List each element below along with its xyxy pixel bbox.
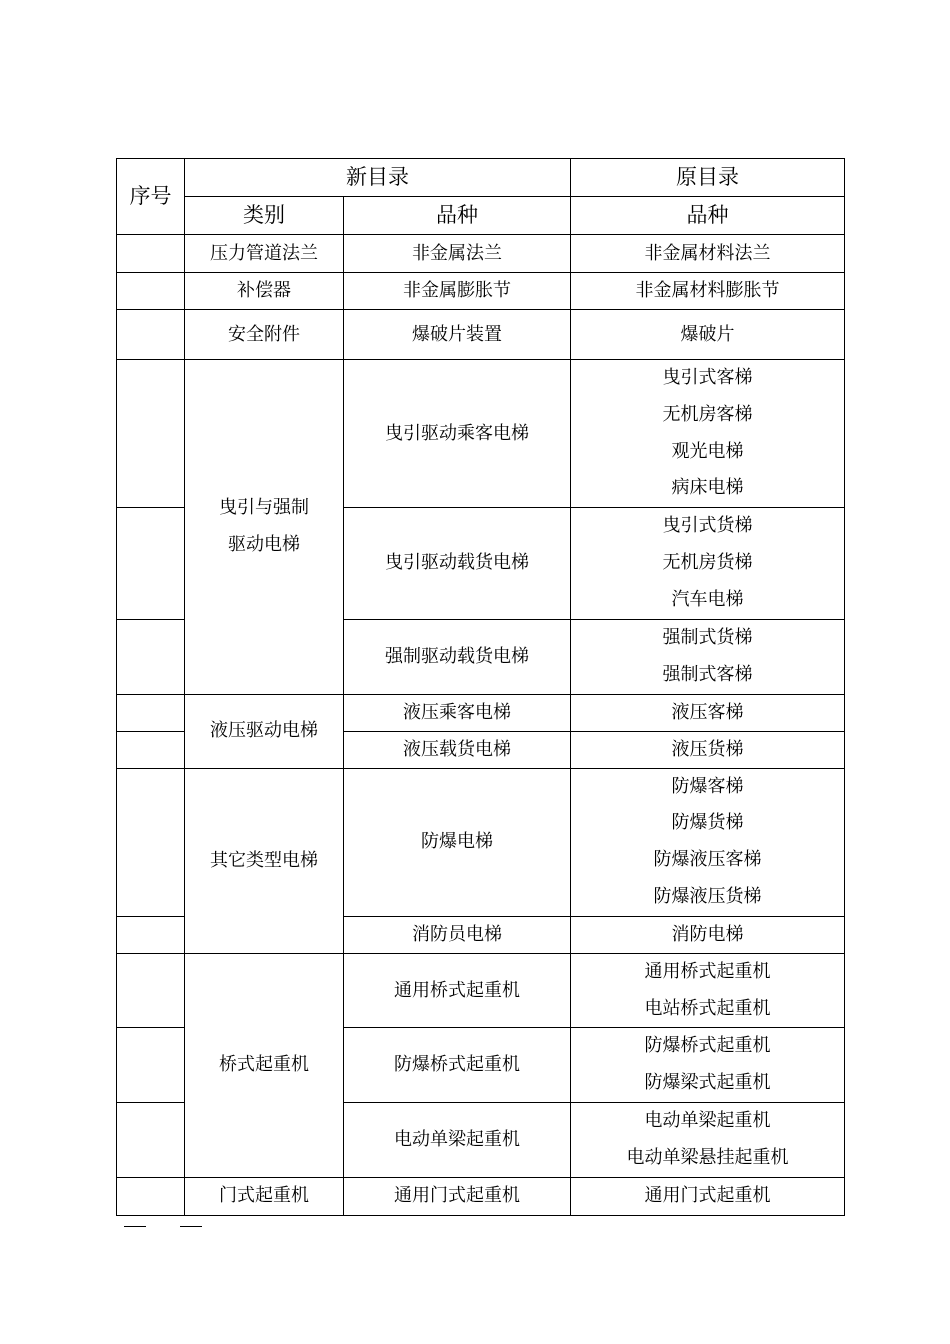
table-row (117, 768, 845, 916)
seq-cell (117, 768, 185, 916)
new-variety-cell: 电动单梁起重机 (344, 1102, 571, 1177)
old-variety-cell (571, 1028, 845, 1103)
header-old-catalog: 原目录 (571, 159, 845, 197)
header-variety-old: 品种 (571, 197, 845, 235)
category-cell: 补偿器 (185, 273, 344, 310)
old-variety-item: 强制式客梯 (662, 663, 753, 685)
old-variety-cell: 液压客梯 (571, 694, 845, 731)
old-variety-item: 电站桥式起重机 (644, 997, 771, 1019)
category-cell: 液压驱动电梯 (185, 694, 344, 768)
seq-cell (117, 508, 185, 619)
new-variety-cell: 强制驱动载货电梯 (344, 619, 571, 694)
category-cell: 门式起重机 (185, 1177, 344, 1215)
new-variety-cell: 曳引驱动载货电梯 (344, 508, 571, 619)
old-variety-item: 防爆液压货梯 (653, 885, 762, 907)
table-row (117, 694, 845, 731)
new-variety-cell: 防爆电梯 (344, 768, 571, 916)
seq-cell (117, 694, 185, 731)
category-cell: 压力管道法兰 (185, 235, 344, 273)
old-variety-item: 防爆桥式起重机 (644, 1035, 771, 1057)
seq-cell (117, 1028, 185, 1103)
old-variety-cell (571, 619, 845, 694)
table-row (117, 235, 845, 273)
new-variety-cell: 液压载货电梯 (344, 731, 571, 768)
old-variety-item: 汽车电梯 (671, 588, 744, 610)
table-row (117, 953, 845, 1028)
category-line: 驱动电梯 (228, 533, 300, 555)
old-variety-item: 通用桥式起重机 (644, 960, 771, 982)
old-variety-cell: 非金属材料法兰 (571, 235, 845, 273)
old-variety-item: 防爆货梯 (671, 812, 744, 834)
old-variety-item: 无机房客梯 (662, 403, 753, 425)
old-variety-cell (571, 953, 845, 1028)
header-row-1 (117, 159, 845, 197)
old-variety-item: 观光电梯 (671, 440, 744, 462)
old-variety-cell (571, 768, 845, 916)
old-variety-item: 电动单梁悬挂起重机 (626, 1146, 789, 1168)
old-variety-item: 无机房货梯 (662, 551, 753, 573)
old-variety-item: 病床电梯 (671, 477, 744, 499)
category-cell: 安全附件 (185, 310, 344, 360)
seq-cell (117, 1102, 185, 1177)
seq-cell (117, 360, 185, 508)
new-variety-cell: 消防员电梯 (344, 916, 571, 953)
old-variety-cell: 非金属材料膨胀节 (571, 273, 845, 310)
new-variety-cell: 曳引驱动乘客电梯 (344, 360, 571, 508)
seq-cell (117, 619, 185, 694)
new-variety-cell: 非金属法兰 (344, 235, 571, 273)
new-variety-cell: 爆破片装置 (344, 310, 571, 360)
new-variety-cell: 通用门式起重机 (344, 1177, 571, 1215)
seq-cell (117, 235, 185, 273)
category-cell (185, 360, 344, 695)
seq-cell (117, 1177, 185, 1215)
table-row (117, 1177, 845, 1215)
seq-cell (117, 916, 185, 953)
category-cell: 其它类型电梯 (185, 768, 344, 953)
old-variety-item: 曳引式货梯 (662, 515, 753, 537)
table-row (117, 360, 845, 508)
page-number-dash-right (180, 1226, 202, 1227)
seq-cell (117, 273, 185, 310)
category-line: 曳引与强制 (219, 496, 309, 518)
header-row-2 (117, 197, 845, 235)
catalog-comparison-table (116, 158, 845, 1216)
table-row (117, 310, 845, 360)
header-new-catalog: 新目录 (185, 159, 571, 197)
seq-cell (117, 953, 185, 1028)
old-variety-cell: 爆破片 (571, 310, 845, 360)
header-category: 类别 (185, 197, 344, 235)
old-variety-cell (571, 360, 845, 508)
new-variety-cell: 液压乘客电梯 (344, 694, 571, 731)
old-variety-cell (571, 1102, 845, 1177)
header-variety-new: 品种 (344, 197, 571, 235)
old-variety-item: 防爆梁式起重机 (644, 1072, 771, 1094)
old-variety-item: 防爆液压客梯 (653, 849, 762, 871)
table-row (117, 273, 845, 310)
old-variety-item: 电动单梁起重机 (644, 1109, 771, 1131)
old-variety-item: 强制式货梯 (662, 626, 753, 648)
page-number-dash-left (124, 1226, 146, 1227)
old-variety-cell: 通用门式起重机 (571, 1177, 845, 1215)
old-variety-cell: 液压货梯 (571, 731, 845, 768)
new-variety-cell: 防爆桥式起重机 (344, 1028, 571, 1103)
old-variety-cell (571, 508, 845, 619)
new-variety-cell: 通用桥式起重机 (344, 953, 571, 1028)
seq-cell (117, 731, 185, 768)
old-variety-cell: 消防电梯 (571, 916, 845, 953)
category-cell: 桥式起重机 (185, 953, 344, 1177)
old-variety-item: 防爆客梯 (671, 775, 744, 797)
header-seq: 序号 (117, 159, 185, 235)
new-variety-cell: 非金属膨胀节 (344, 273, 571, 310)
seq-cell (117, 310, 185, 360)
old-variety-item: 曳引式客梯 (662, 367, 753, 388)
